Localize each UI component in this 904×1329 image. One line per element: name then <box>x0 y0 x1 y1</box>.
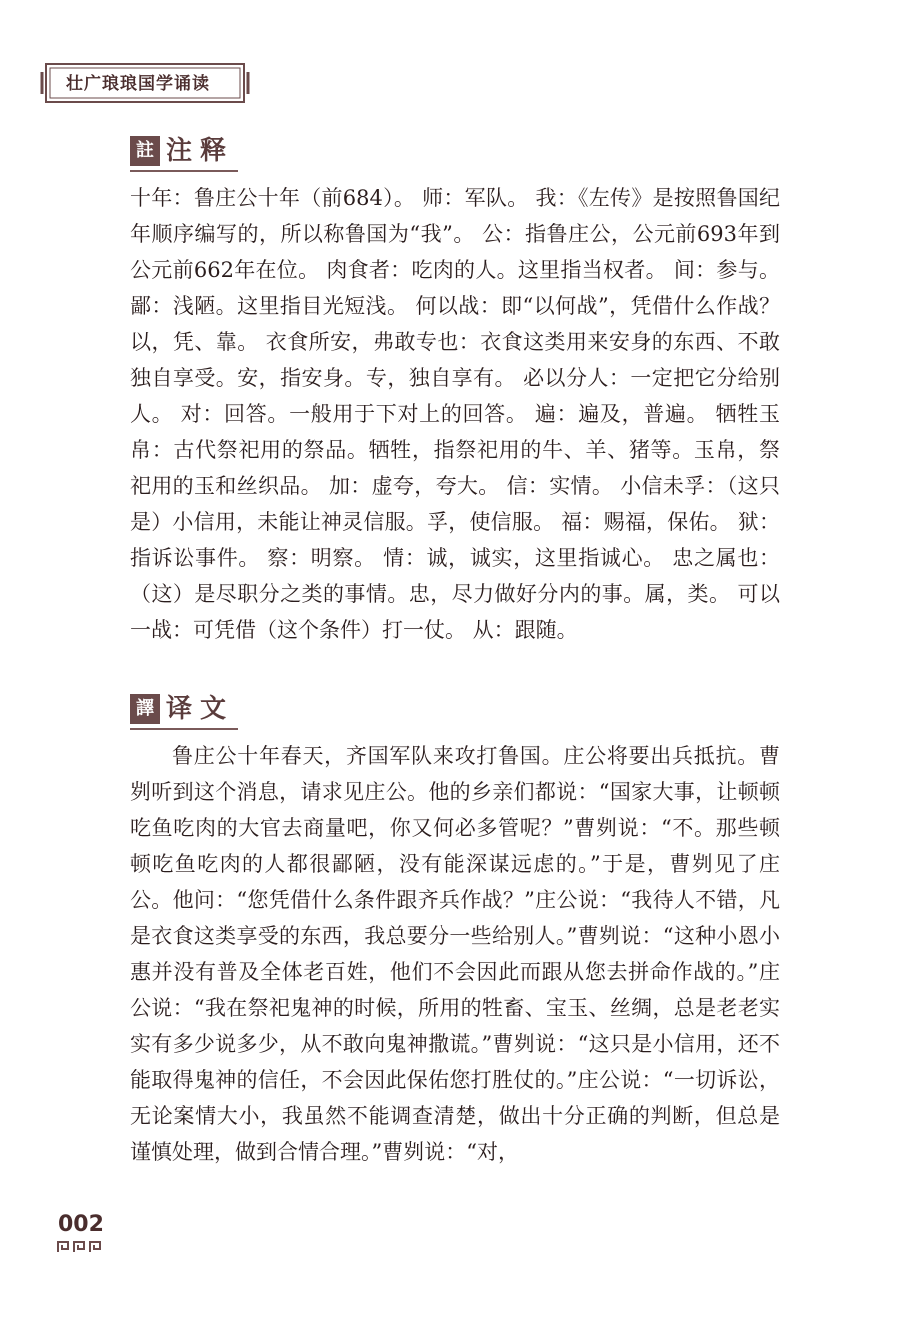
annotations-text: 十年：鲁庄公十年（前684）。 师：军队。 我：《左传》是按照鲁国纪年顺序编写的，所以称鲁国为“我”。 公：指鲁庄公，公元前693年到公元前662年在位。 肉食者：吃肉的人。这里指当权者。 间：参与。 鄙：浅陋。这里指目光短浅。 何以战：即“以何战”，凭借什么作战？以，凭、靠。 衣食所安，弗敢专也：衣食这类用来安身的东西、不敢独自享受。安，指安身。专，独自享有。 必以分人：一定把它分给别人。 对：回答。一般用于下对上的回答。 遍：遍及，普遍。 牺牲玉帛：古代祭祀用的祭品。牺牲，指祭祀用的牛、羊、猪等。玉帛，祭祀用的玉和丝织品。 加：虚夸，夸大。 信：实情。 小信未孚：（这只是）小信用，未能让神灵信服。孚，使信服。 福：赐福，保佑。 狱：指诉讼事件。 察：明察。 情：诚，诚实，这里指诚心。 忠之属也：（这）是尽职分之类的事情。忠，尽力做好分内的事。属，类。 可以一战：可凭借（这个条件）打一仗。 从：跟随。 <box>130 186 780 642</box>
translation-body <box>130 738 780 1170</box>
translation-title: 译文 <box>166 694 235 724</box>
translation-text: 鲁庄公十年春天，齐国军队来攻打鲁国。庄公将要出兵抵抗。曹刿听到这个消息，请求见庄公。他的乡亲们都说：“国家大事，让顿顿吃鱼吃肉的大官去商量吧，你又何必多管呢？”曹刿说：“不。那些顿顿吃鱼吃肉的人都很鄙陋，没有能深谋远虑的。”于是，曹刿见了庄公。他问：“您凭借什么条件跟齐兵作战？”庄公说：“我待人不错，凡是衣食这类享受的东西，我总要分一些给别人。”曹刿说：“这种小恩小惠并没有普及全体老百姓，他们不会因此而跟从您去拼命作战的。”庄公说：“我在祭祀鬼神的时候，所用的牲畜、宝玉、丝绸，总是老老实实有多少说多少，从不敢向鬼神撒谎。”曹刿说：“这只是小信用，还不能取得鬼神的信任，不会因此保佑您打胜仗的。”庄公说：“一切诉讼，无论案情大小，我虽然不能调查清楚，做出十分正确的判断，但总是谨慎处理，做到合情合理。”曹刿说：“对， <box>130 744 780 1164</box>
page-number: 002 <box>58 1212 104 1237</box>
translation-underline <box>130 728 238 730</box>
translation-section-icon: 譯 <box>130 694 160 724</box>
annotations-body <box>130 180 780 648</box>
annotations-underline <box>130 170 238 172</box>
page-ornament <box>56 1240 102 1254</box>
annotation-section-icon: 註 <box>130 136 160 166</box>
annotations-title: 注释 <box>166 136 235 166</box>
header-banner <box>40 58 250 108</box>
header-title: 壮广琅琅国学诵读 <box>66 74 210 94</box>
